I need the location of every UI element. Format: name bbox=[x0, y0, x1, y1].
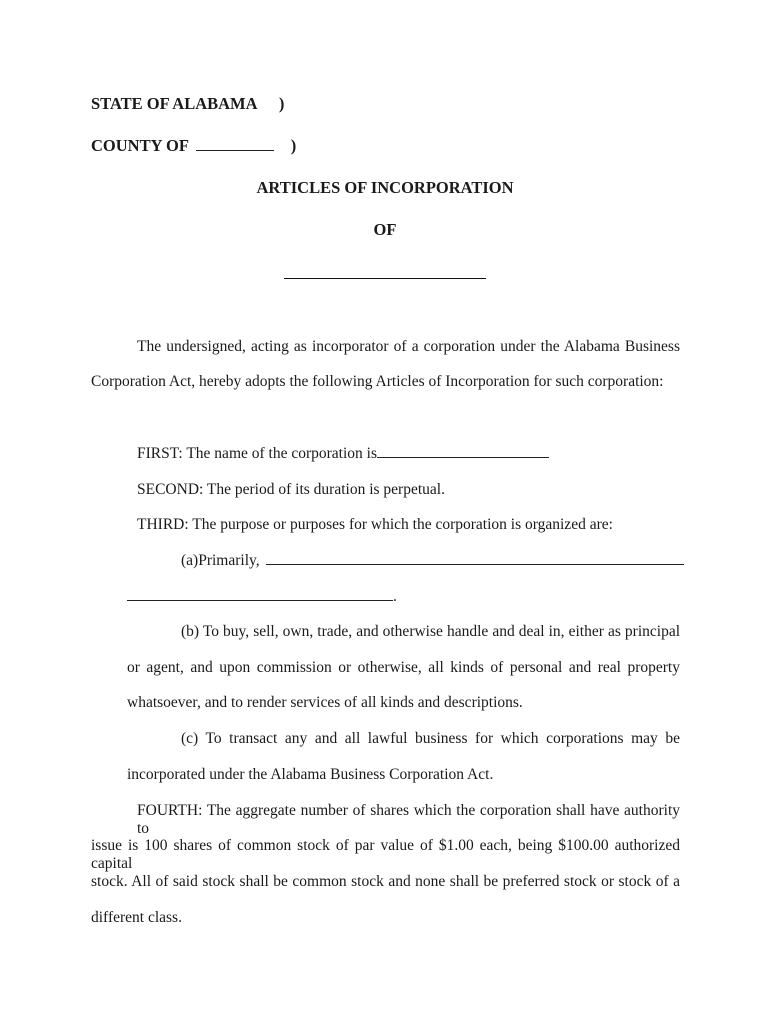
article-third-b-line-3: whatsoever, and to render services of all kinds and descriptions. bbox=[127, 694, 523, 711]
intro-line-2: Corporation Act, hereby adopts the following Articles of Incorporation for such corporation: bbox=[91, 373, 664, 390]
county-line bbox=[91, 136, 296, 156]
article-first-text: FIRST: The name of the corporation is bbox=[137, 445, 378, 462]
primary-purpose-field[interactable] bbox=[266, 563, 684, 565]
article-third-a-end: . bbox=[393, 588, 397, 605]
article-third-b-line-2: or agent, and upon commission or otherwise, all kinds of personal and real property bbox=[127, 659, 680, 676]
county-paren: ) bbox=[290, 136, 297, 155]
article-second: SECOND: The period of its duration is perpetual. bbox=[137, 481, 445, 498]
state-paren: ) bbox=[278, 94, 285, 113]
article-fourth-line-2: issue is 100 shares of common stock of par value of $1.00 each, being $100.00 authorized capital bbox=[91, 837, 680, 872]
article-third: THIRD: The purpose or purposes for which the corporation is organized are: bbox=[137, 516, 613, 533]
primary-purpose-field-cont[interactable] bbox=[127, 599, 393, 601]
county-label: COUNTY OF bbox=[91, 136, 189, 155]
article-third-c-line-2: incorporated under the Alabama Business Corporation Act. bbox=[127, 766, 494, 783]
article-fourth-line-4: different class. bbox=[91, 909, 182, 926]
article-third-a bbox=[181, 552, 684, 570]
article-fourth-line-1: FOURTH: The aggregate number of shares which the corporation shall have authority to bbox=[137, 802, 680, 837]
article-third-a-label: (a)Primarily, bbox=[181, 552, 260, 569]
state-line bbox=[91, 94, 284, 114]
document-title-of: OF bbox=[373, 220, 397, 239]
county-field[interactable] bbox=[196, 149, 274, 151]
state-label: STATE OF ALABAMA bbox=[91, 94, 257, 113]
article-third-c-line-1: (c) To transact any and all lawful business for which corporations may be bbox=[181, 730, 680, 747]
corporation-name-title-field[interactable] bbox=[284, 278, 486, 279]
article-third-b-line-1: (b) To buy, sell, own, trade, and otherwise handle and deal in, either as principal bbox=[181, 623, 680, 640]
document-title: ARTICLES OF INCORPORATION bbox=[256, 178, 514, 197]
article-third-a-cont bbox=[127, 588, 397, 606]
article-first bbox=[137, 445, 549, 463]
intro-line-1: The undersigned, acting as incorporator of a corporation under the Alabama Business bbox=[137, 338, 680, 355]
article-fourth-line-3: stock. All of said stock shall be common stock and none shall be preferred stock or stock of a bbox=[91, 873, 680, 890]
corporation-name-field[interactable] bbox=[377, 456, 549, 458]
